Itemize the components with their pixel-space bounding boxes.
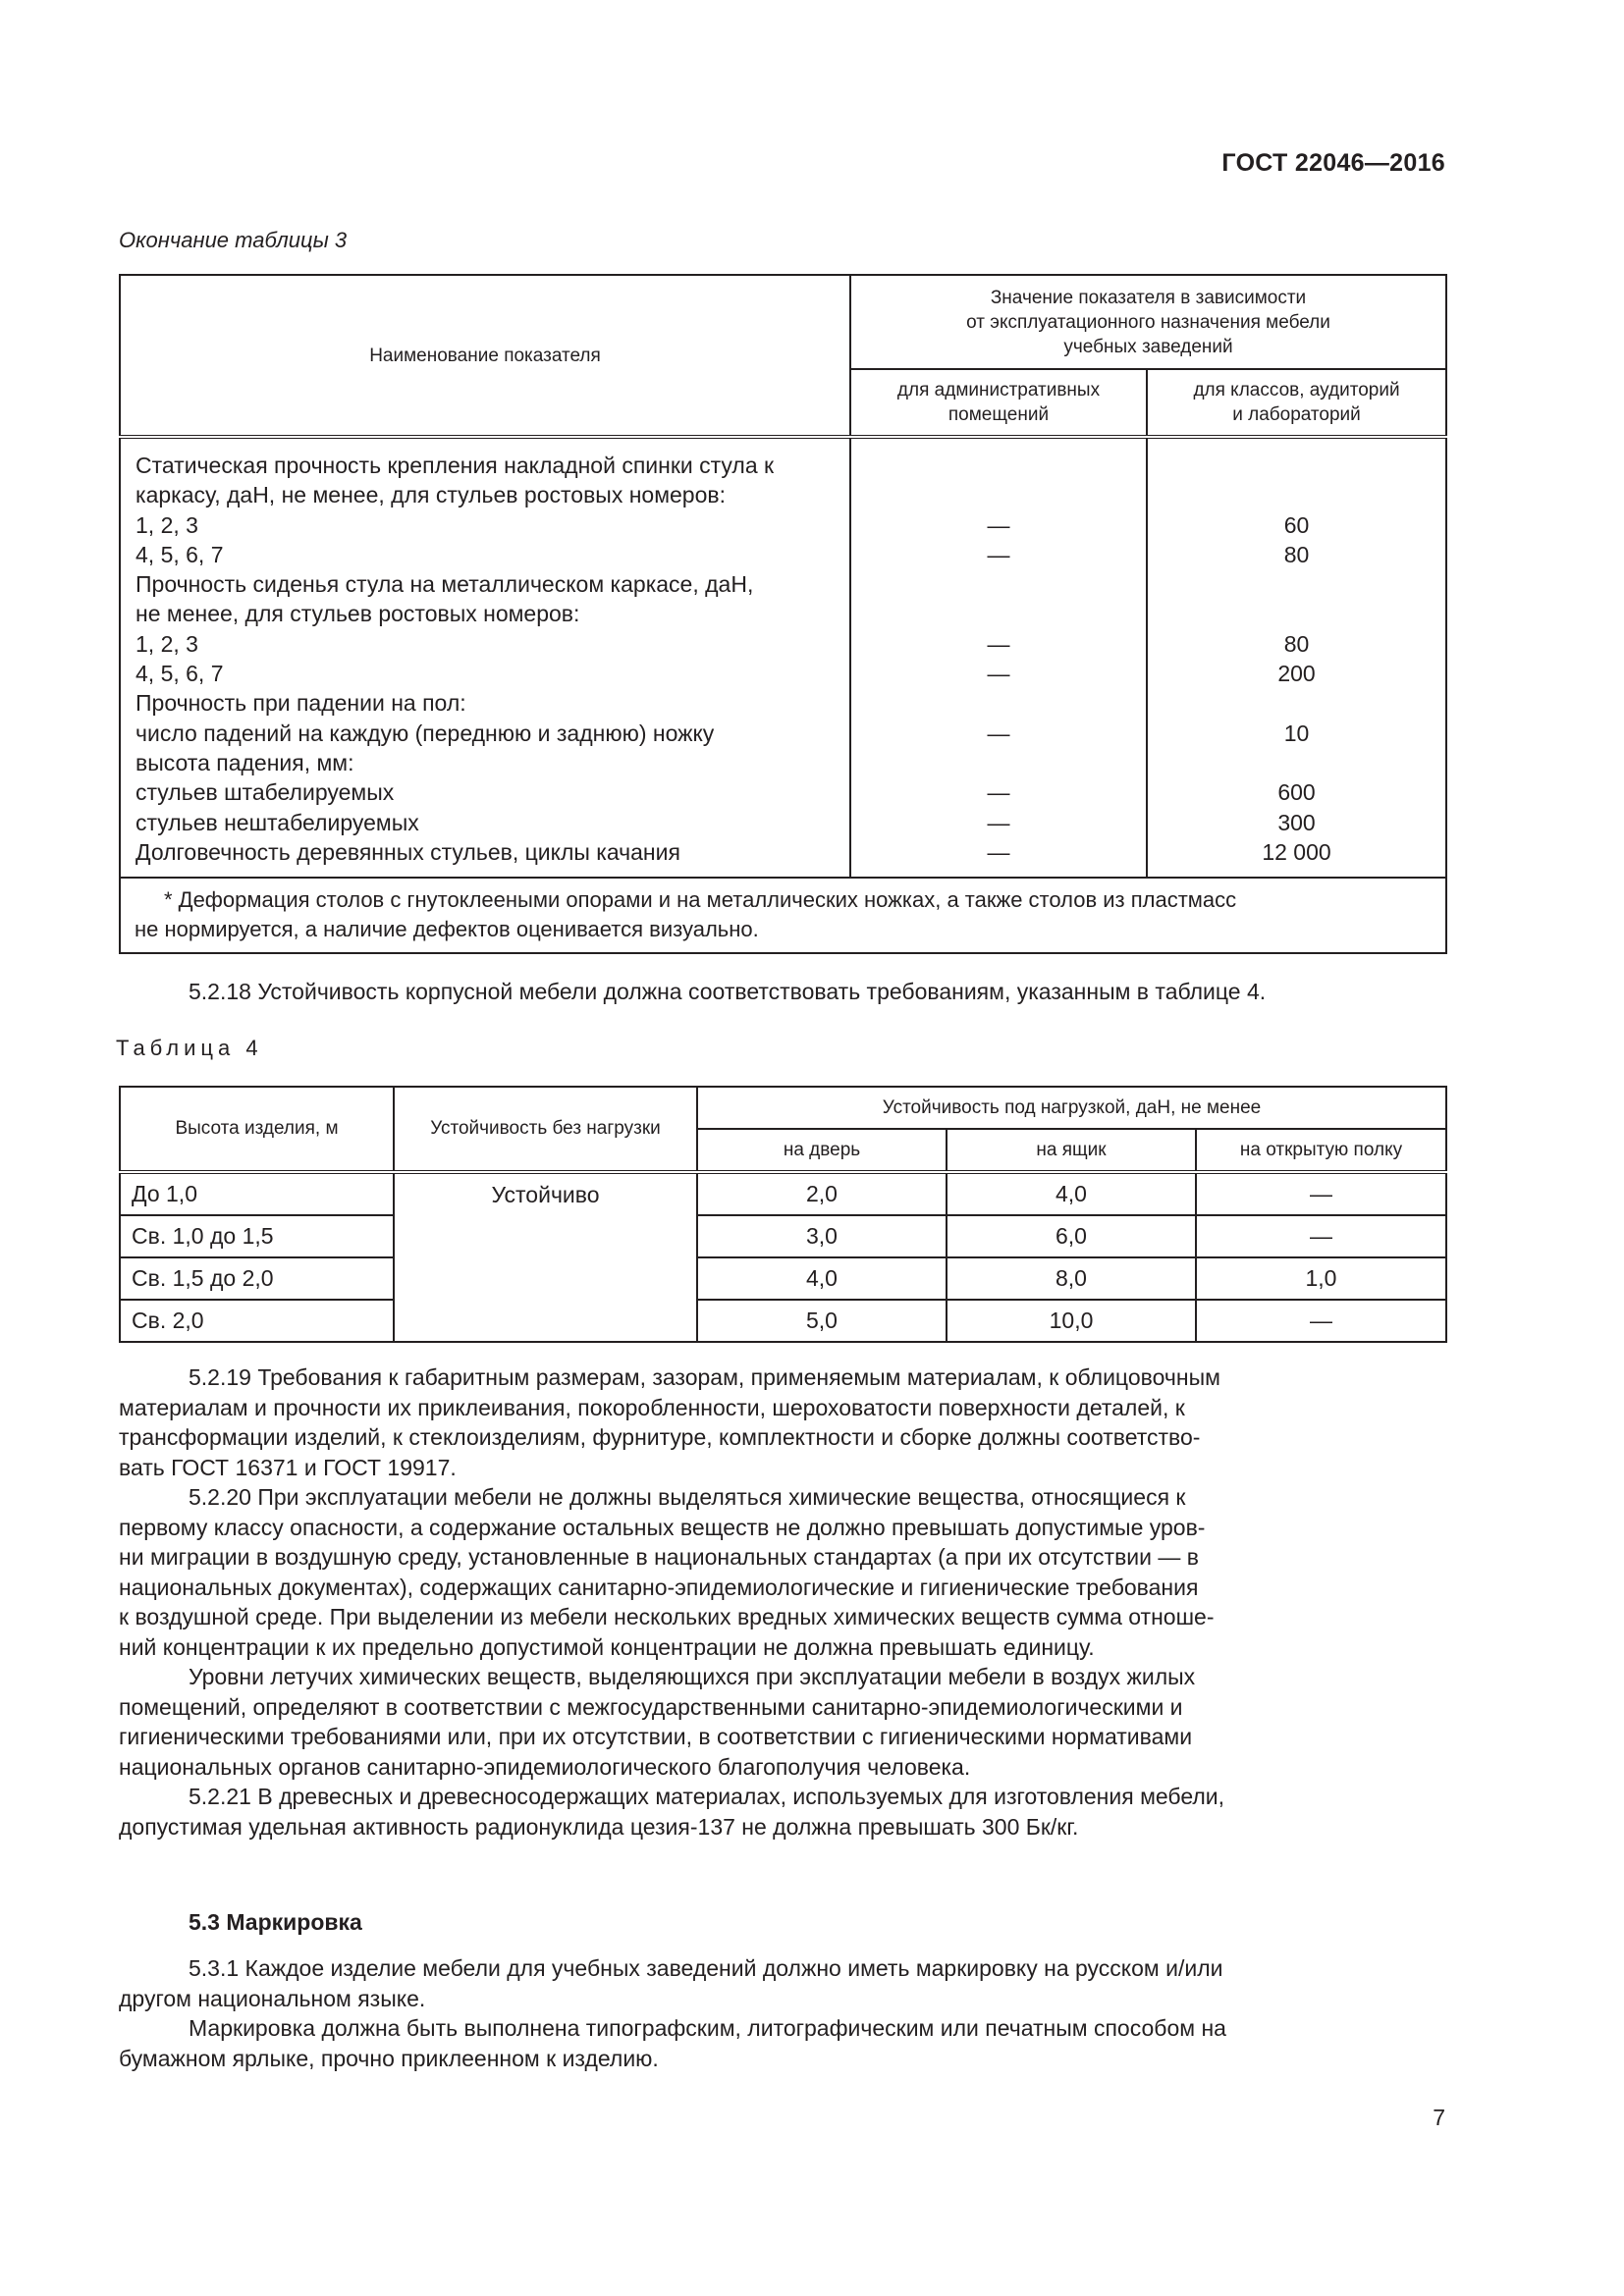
- t3-class-value: 600: [1277, 779, 1316, 806]
- paragraph-5-3-1: 5.3.1 Каждое изделие мебели для учебных заведений должно иметь маркировку на русском и/или другом национальном языке.: [119, 1955, 1223, 2011]
- paragraph-5-2-21: 5.2.21 В древесных и древесносодержащих материалах, используемых для изготовления мебели, допустимая удельная активность радионуклида цезия-137 не должна превышать 300 Бк/кг.: [119, 1784, 1225, 1840]
- t3-class-value: [1148, 599, 1445, 628]
- t3-class-value: 80: [1283, 541, 1310, 567]
- table-row: До 1,0 Устойчиво 2,0 4,0 —: [120, 1172, 1446, 1215]
- table-3: [119, 274, 1447, 954]
- t3-indicator-line: 4, 5, 6, 7: [135, 541, 224, 567]
- table-row: Св. 2,0 5,0 10,0 —: [120, 1300, 1446, 1342]
- t4-header-drawer: на ящик: [947, 1129, 1196, 1172]
- t3-indicator-line: каркасу, даН, не менее, для стульев ростовых номеров:: [135, 482, 726, 508]
- t3-footnote: * Деформация столов с гнутоклееными опорами и на металлических ножках, а также столов из пластмасс не нормируется, а наличие дефектов оценивается визуально.: [120, 878, 1446, 953]
- t3-admin-value: [851, 480, 1146, 509]
- t3-class-value: [1148, 688, 1445, 718]
- t3-admin-value: —: [987, 661, 1010, 687]
- t3-indicator-line: Долговечность деревянных стульев, циклы качания: [135, 838, 680, 865]
- t4-header-loaded: Устойчивость под нагрузкой, даН, не менее: [697, 1087, 1446, 1129]
- t3-class-column: [1147, 437, 1446, 878]
- t3-admin-value: [851, 451, 1146, 480]
- t3-indicator-line: стульев штабелируемых: [135, 779, 395, 806]
- page-number: 7: [1433, 2105, 1445, 2130]
- t3-admin-value: [851, 569, 1146, 599]
- t3-admin-column: [850, 437, 1147, 878]
- section-heading-5-3: 5.3 Маркировка: [189, 1909, 362, 1935]
- t3-indicator-line: Прочность сиденья стула на металлическом каркасе, даН,: [135, 571, 754, 598]
- t3-admin-value: [851, 748, 1146, 777]
- t3-class-value: 12 000: [1262, 838, 1331, 865]
- t3-admin-value: —: [987, 511, 1010, 538]
- table4-caption: Таблица 4: [116, 1036, 263, 1060]
- t3-admin-value: —: [987, 809, 1010, 835]
- t3-class-value: [1148, 480, 1445, 509]
- t3-indicator-line: число падений на каждую (переднюю и заднюю) ножку: [135, 720, 715, 746]
- t3-admin-value: [851, 688, 1146, 718]
- t3-indicator-line: высота падения, мм:: [135, 749, 354, 775]
- t3-class-value: [1148, 451, 1445, 480]
- t3-admin-value: —: [987, 838, 1010, 865]
- t3-admin-value: —: [987, 720, 1010, 746]
- table3-continuation-caption: Окончание таблицы 3: [119, 228, 348, 252]
- t3-admin-value: —: [987, 630, 1010, 657]
- paragraph-5-2-18: 5.2.18 Устойчивость корпусной мебели должна соответствовать требованиям, указанным в таблице 4.: [189, 979, 1267, 1004]
- paragraph-volatile-levels: Уровни летучих химических веществ, выделяющихся при эксплуатации мебели в воздух жилых помещений, определяют в соответствии с межгосударственными санитарно-эпидемиологическими и гигиеническими требованиями или, при их отсутствии, в соответствии с гигиеническими нормативами национальных органов санитарно-эпидемиологического благополучия человека.: [119, 1664, 1196, 1780]
- document-page: [116, 0, 1445, 2296]
- t3-class-value: 60: [1283, 511, 1310, 538]
- t4-header-unloaded: Устойчивость без нагрузки: [394, 1087, 697, 1172]
- t3-class-value: 200: [1277, 661, 1316, 687]
- paragraph-5-2-20: 5.2.20 При эксплуатации мебели не должны выделяться химические вещества, относящиеся к первому классу опасности, а содержание остальных веществ не должно превышать допустимые уров- ни миграции в воздушную среду, установленные в национальных стандартах (а при их отсутствии — в национальных документах), содержащих санитарно-эпидемиологические и гигиенические требования к воздушной среде. При выделении из мебели нескольких вредных химических веществ сумма отноше- ний концентрации к их предельно допустимой концентрации не должна превышать единицу.: [119, 1484, 1215, 1660]
- t3-indicator-line: 4, 5, 6, 7: [135, 661, 224, 687]
- t3-class-value: [1148, 748, 1445, 777]
- table-4: [119, 1086, 1447, 1343]
- t3-indicator-line: Статическая прочность крепления накладной спинки стула к: [135, 453, 775, 478]
- t4-header-door: на дверь: [697, 1129, 947, 1172]
- t3-header-name: Наименование показателя: [120, 275, 850, 437]
- t3-indicator-column: [120, 437, 850, 878]
- t3-indicator-line: не менее, для стульев ростовых номеров:: [135, 601, 580, 627]
- t4-header-height: Высота изделия, м: [120, 1087, 394, 1172]
- t3-header-admin: для административных помещений: [850, 369, 1147, 437]
- t3-indicator-line: Прочность при падении на пол:: [135, 690, 466, 717]
- t3-class-value: 80: [1283, 630, 1310, 657]
- t3-indicator-line: стульев нештабелируемых: [135, 809, 419, 835]
- t3-indicator-line: 1, 2, 3: [135, 511, 198, 538]
- t3-header-group: Значение показателя в зависимости от эксплуатационного назначения мебели учебных заведений: [850, 275, 1446, 369]
- t3-class-value: [1148, 569, 1445, 599]
- document-code: ГОСТ 22046—2016: [1221, 149, 1445, 177]
- paragraph-5-2-19: 5.2.19 Требования к габаритным размерам, зазорам, применяемым материалам, к облицовочным материалам и прочности их приклеивания, покоробленности, шероховатости поверхности деталей, к трансформации изделий, к стеклоизделиям, фурнитуре, комплектности и сборке должны соответство- вать ГОСТ 16371 и ГОСТ 19917.: [119, 1364, 1220, 1480]
- t3-class-value: 300: [1277, 809, 1316, 835]
- table-row: Св. 1,5 до 2,0 4,0 8,0 1,0: [120, 1257, 1446, 1300]
- paragraph-marking-method: Маркировка должна быть выполнена типографским, литографическим или печатным способом на бумажном ярлыке, прочно приклеенном к изделию.: [119, 2015, 1226, 2071]
- t4-header-shelf: на открытую полку: [1196, 1129, 1446, 1172]
- t3-admin-value: [851, 599, 1146, 628]
- table-row: Св. 1,0 до 1,5 3,0 6,0 —: [120, 1215, 1446, 1257]
- t3-class-value: 10: [1283, 720, 1310, 746]
- t4-unloaded-value: Устойчиво: [394, 1172, 697, 1342]
- t3-admin-value: —: [987, 779, 1010, 806]
- t3-admin-value: —: [987, 541, 1010, 567]
- t3-header-class: для классов, аудиторий и лабораторий: [1147, 369, 1446, 437]
- t3-indicator-line: 1, 2, 3: [135, 630, 198, 657]
